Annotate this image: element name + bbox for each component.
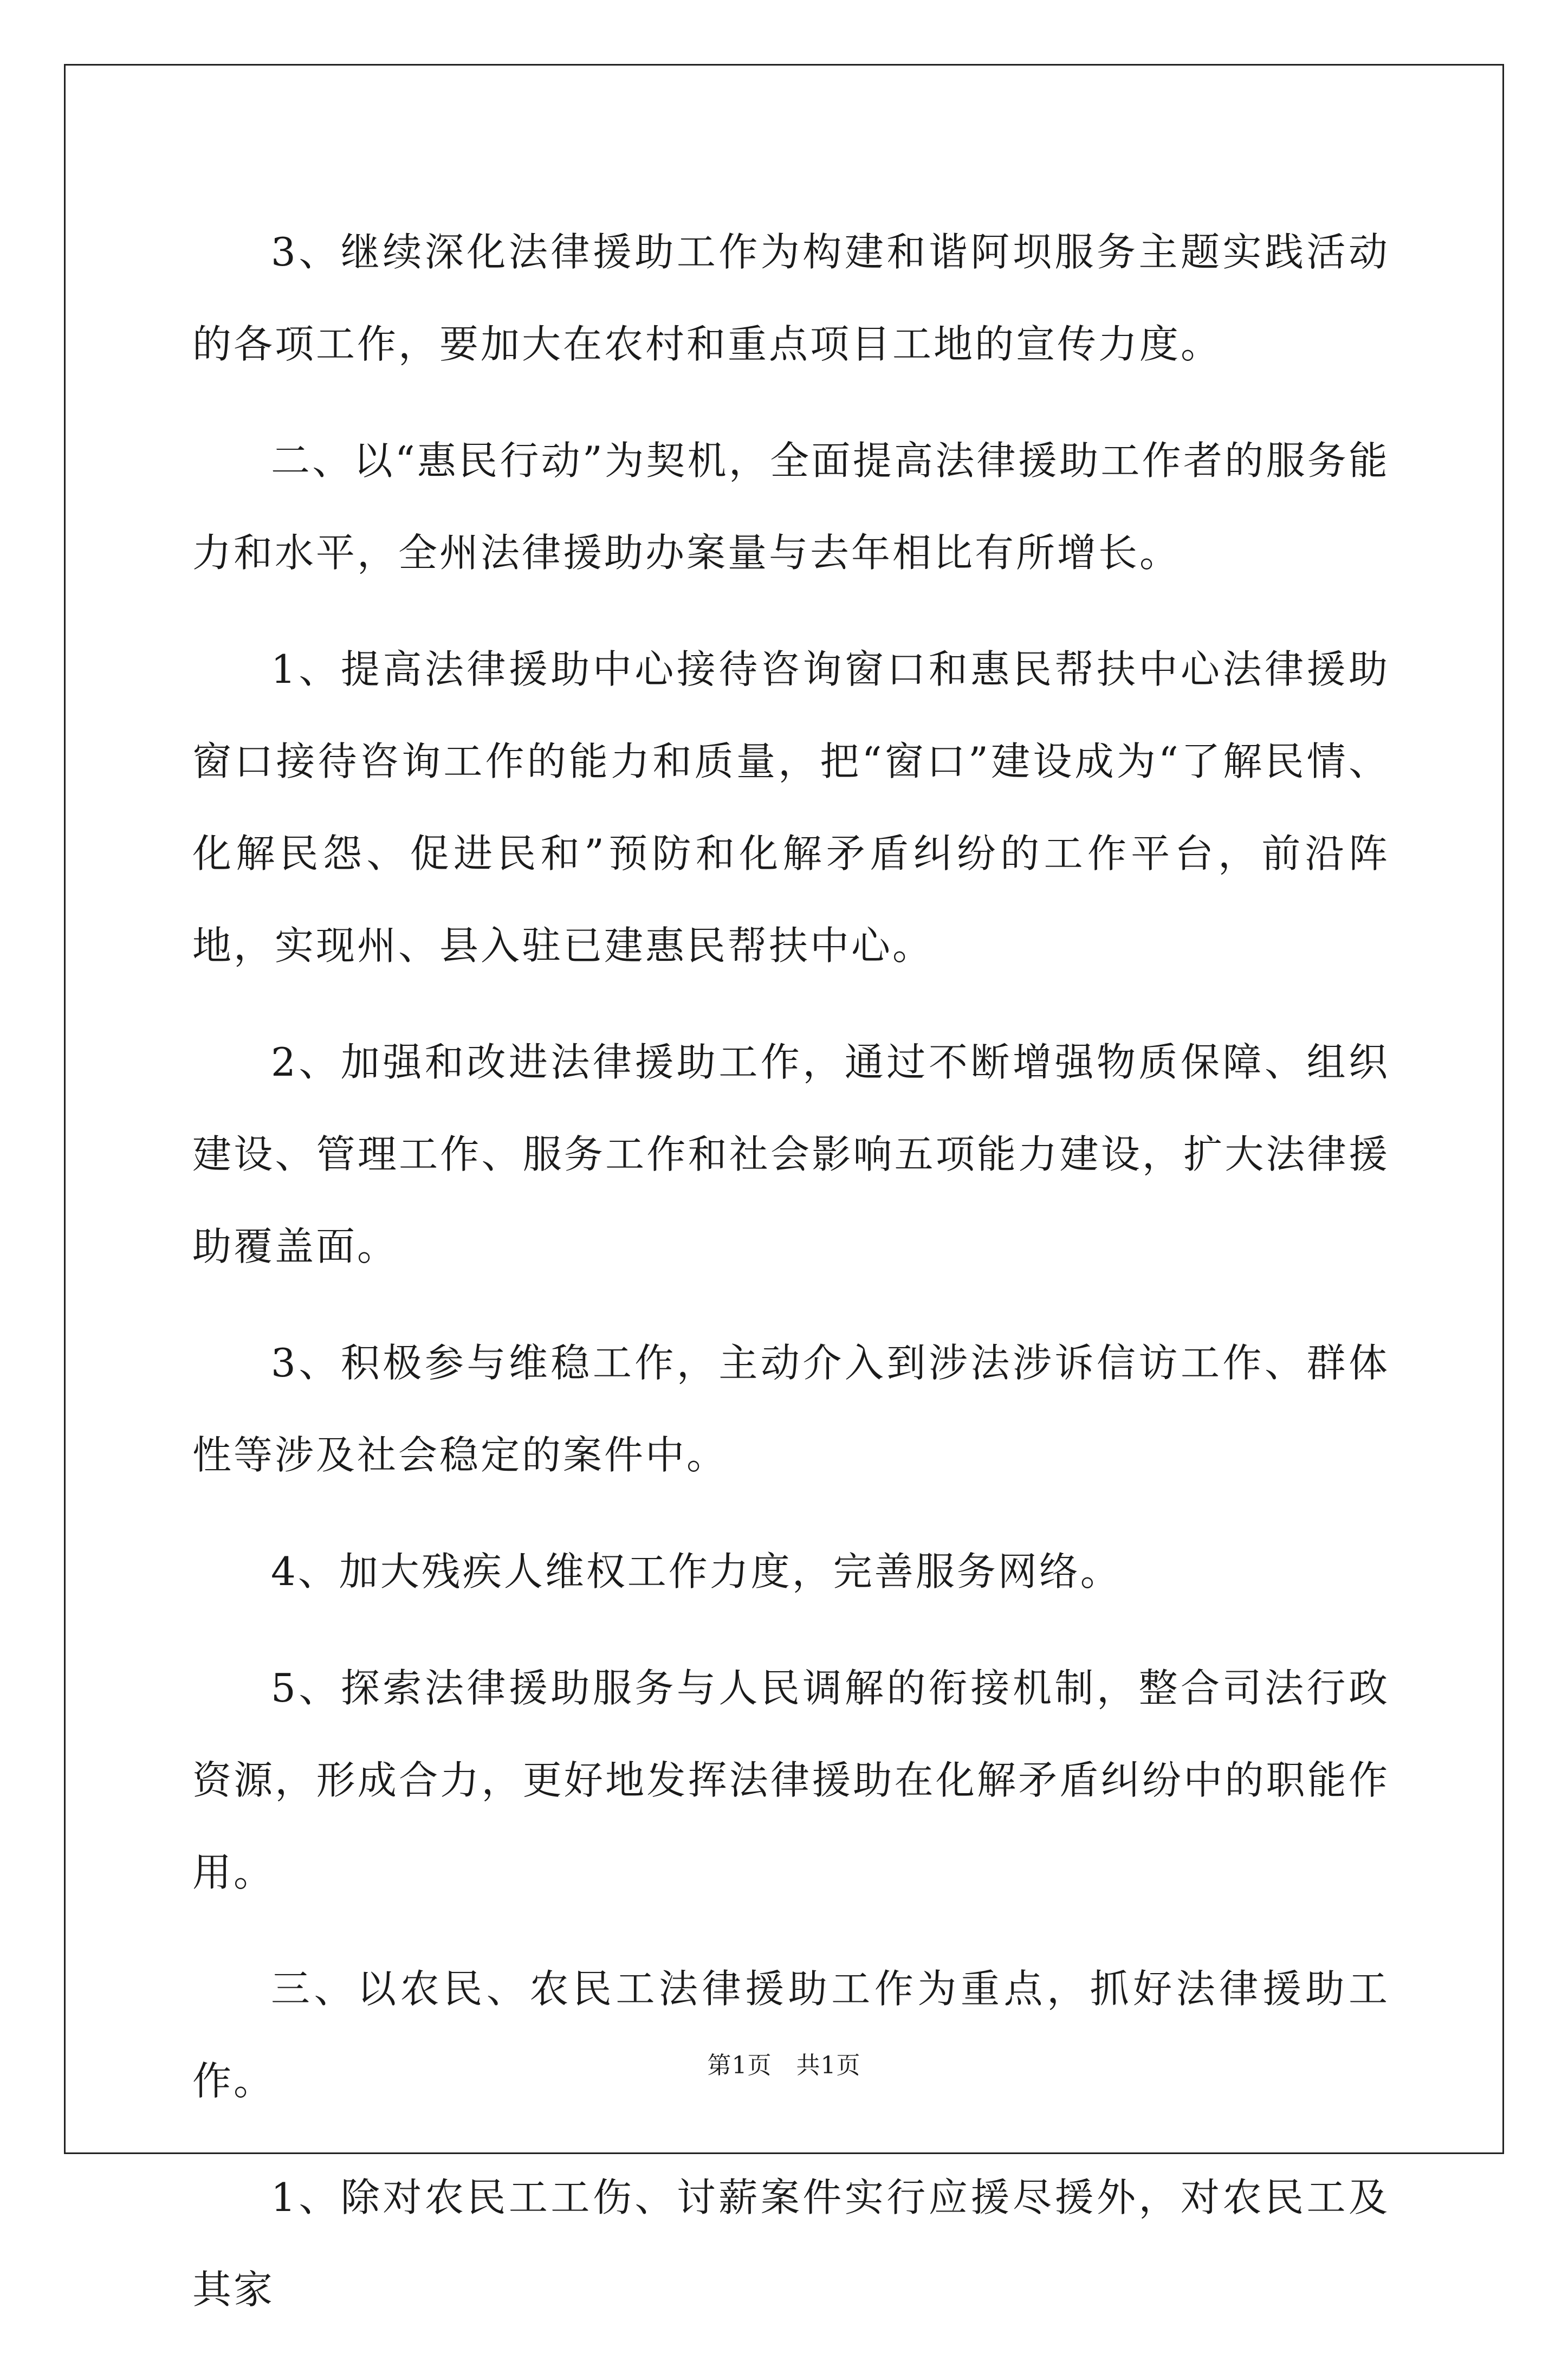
paragraph-2: 二、以“惠民行动”为契机，全面提高法律援助工作者的服务能力和水平，全州法律援助办案量与去年相比有所增长。 <box>192 438 1390 576</box>
paragraph-3: 1、提高法律援助中心接待咨询窗口和惠民帮扶中心法律援助窗口接待咨询工作的能力和质量，把“窗口”建设成为“了解民情、化解民怨、促进民和”预防和化解矛盾纠纷的工作平台，前沿阵地，实现州、县入驻已建惠民帮扶中心。 <box>192 646 1390 968</box>
paragraph-9: 1、除对农民工工伤、讨薪案件实行应援尽援外，对农民工及其家 <box>192 2175 1390 2312</box>
paragraph-4: 2、加强和改进法律援助工作，通过不断增强物质保障、组织建设、管理工作、服务工作和社会影响五项能力建设，扩大法律援助覆盖面。 <box>192 1039 1390 1269</box>
page-footer: 第1页 共1页 <box>707 2052 861 2079</box>
paragraph-1: 3、继续深化法律援助工作为构建和谐阿坝服务主题实践活动的各项工作，要加大在农村和重点项目工地的宣传力度。 <box>192 229 1390 367</box>
paragraph-8: 三、以农民、农民工法律援助工作为重点，抓好法律援助工作。 <box>192 1966 1390 2104</box>
paragraph-7: 5、探索法律援助服务与人民调解的衔接机制，整合司法行政资源，形成合力，更好地发挥法律援助在化解矛盾纠纷中的职能作用。 <box>192 1665 1390 1895</box>
paragraph-6: 4、加大残疾人维权工作力度，完善服务网络。 <box>271 1549 1122 1594</box>
document-body <box>192 206 1390 2360</box>
paragraph-5: 3、积极参与维稳工作，主动介入到涉法涉诉信访工作、群体性等涉及社会稳定的案件中。 <box>192 1340 1390 1478</box>
